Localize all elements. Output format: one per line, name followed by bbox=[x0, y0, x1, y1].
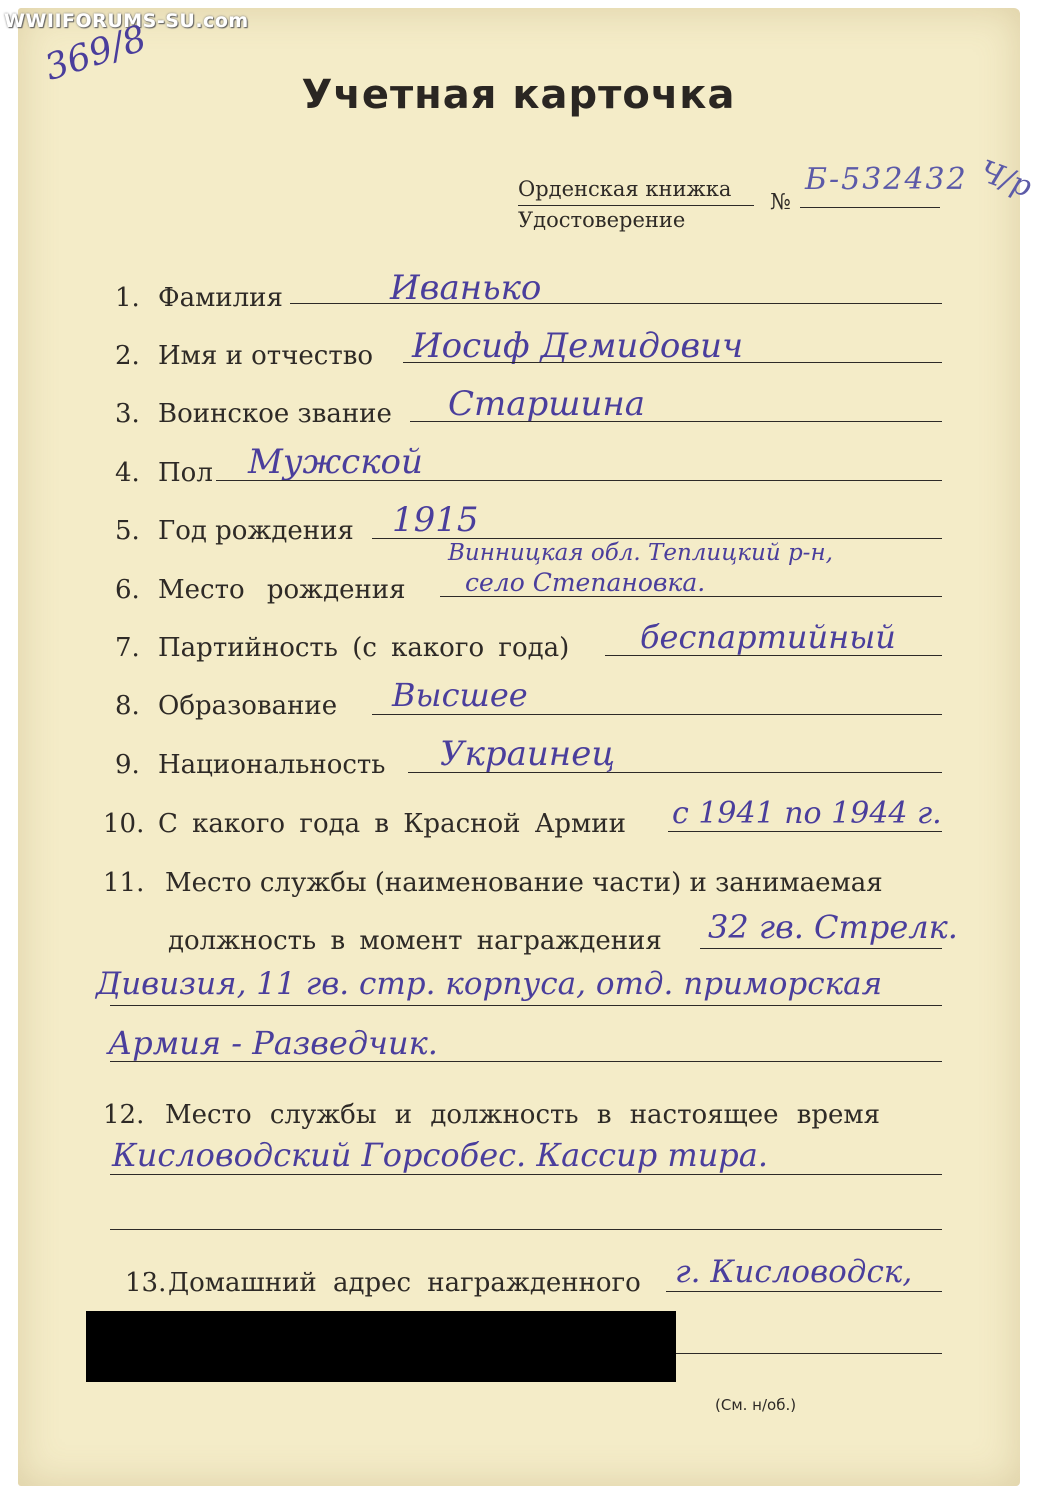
field-10-value: с 1941 по 1944 г. bbox=[672, 796, 942, 831]
field-9-line bbox=[408, 772, 942, 773]
field-6-label: Место рождения bbox=[158, 575, 406, 605]
field-3-value: Старшина bbox=[448, 384, 646, 424]
field-1-number: 1. bbox=[115, 283, 140, 313]
field-5-value: 1915 bbox=[392, 500, 479, 540]
field-8-number: 8. bbox=[115, 691, 140, 721]
field-12-line-2 bbox=[110, 1229, 942, 1230]
field-11-line-1 bbox=[700, 948, 942, 949]
field-10-number: 10. bbox=[103, 809, 145, 839]
field-8-line bbox=[372, 714, 942, 715]
order-book-suffix: Ч/р bbox=[974, 153, 1037, 205]
field-2-label: Имя и отчество bbox=[158, 341, 374, 371]
field-13-number: 13. bbox=[125, 1268, 167, 1298]
field-13-line-2 bbox=[676, 1353, 942, 1354]
field-5-line bbox=[372, 538, 942, 539]
field-5-number: 5. bbox=[115, 516, 140, 546]
field-11-line-2 bbox=[110, 1005, 942, 1006]
field-11-label-2: должность в момент награждения bbox=[168, 926, 662, 956]
field-1-label: Фамилия bbox=[158, 283, 283, 313]
field-3-number: 3. bbox=[115, 399, 140, 429]
field-8-label: Образование bbox=[158, 691, 338, 721]
field-1-value: Иванько bbox=[390, 268, 542, 308]
see-reverse-note: (См. н/об.) bbox=[715, 1396, 797, 1414]
field-3-line bbox=[410, 421, 942, 422]
field-12-line-1 bbox=[110, 1174, 942, 1175]
field-11-label: Место службы (наименование части) и занимаемая bbox=[165, 868, 883, 898]
archive-number: 369/8 bbox=[40, 17, 152, 89]
field-2-number: 2. bbox=[115, 341, 140, 371]
field-11-value: 32 гв. Стрелк. bbox=[708, 908, 958, 946]
watermark: WWIIFORUMS-SU.com bbox=[4, 10, 249, 32]
field-4-value: Мужской bbox=[248, 442, 423, 482]
field-11-line-3 bbox=[110, 1061, 942, 1062]
number-sign: № bbox=[770, 190, 791, 215]
field-12-value: Кисловодский Горсобес. Кассир тира. bbox=[112, 1136, 769, 1174]
field-9-value: Украинец bbox=[440, 734, 616, 774]
field-13-value: г. Кисловодск, bbox=[675, 1254, 913, 1290]
order-book-number: Б-532432 bbox=[805, 162, 968, 197]
order-book-label: Орденская книжка bbox=[518, 177, 732, 201]
field-2-line bbox=[403, 362, 942, 363]
order-book-number-line bbox=[800, 207, 940, 208]
field-6-value-top: Винницкая обл. Теплицкий р-н, bbox=[448, 540, 833, 566]
field-7-number: 7. bbox=[115, 633, 140, 663]
field-1-line bbox=[290, 303, 942, 304]
field-11-number: 11. bbox=[103, 868, 145, 898]
field-9-label: Национальность bbox=[158, 750, 386, 780]
field-13-line bbox=[666, 1291, 942, 1292]
field-10-label: С какого года в Красной Армии bbox=[158, 809, 626, 839]
field-4-line bbox=[216, 480, 942, 481]
field-7-line bbox=[605, 655, 942, 656]
field-10-line bbox=[668, 831, 942, 832]
field-12-number: 12. bbox=[103, 1100, 145, 1130]
field-4-label: Пол bbox=[158, 458, 213, 488]
field-11-value-2: Дивизия, 11 гв. стр. корпуса, отд. приморская bbox=[96, 966, 883, 1002]
field-12-label: Место службы и должность в настоящее время bbox=[165, 1100, 881, 1130]
redaction-block bbox=[86, 1311, 676, 1382]
field-7-value: беспартийный bbox=[640, 618, 896, 656]
field-3-label: Воинское звание bbox=[158, 399, 392, 429]
order-book-divider bbox=[518, 205, 754, 206]
field-6-value: село Степановка. bbox=[465, 568, 706, 597]
field-9-number: 9. bbox=[115, 750, 140, 780]
field-5-label: Год рождения bbox=[158, 516, 354, 546]
page-title: Учетная карточка bbox=[301, 72, 736, 118]
field-11-value-3: Армия - Разведчик. bbox=[108, 1024, 438, 1062]
field-2-value: Иосиф Демидович bbox=[412, 326, 744, 366]
field-6-line bbox=[440, 596, 942, 597]
field-7-label: Партийность (с какого года) bbox=[158, 633, 570, 663]
field-8-value: Высшее bbox=[392, 676, 528, 714]
field-13-label: Домашний адрес награжденного bbox=[168, 1268, 641, 1298]
field-6-number: 6. bbox=[115, 575, 140, 605]
field-4-number: 4. bbox=[115, 458, 140, 488]
certificate-label: Удостоверение bbox=[518, 208, 686, 232]
